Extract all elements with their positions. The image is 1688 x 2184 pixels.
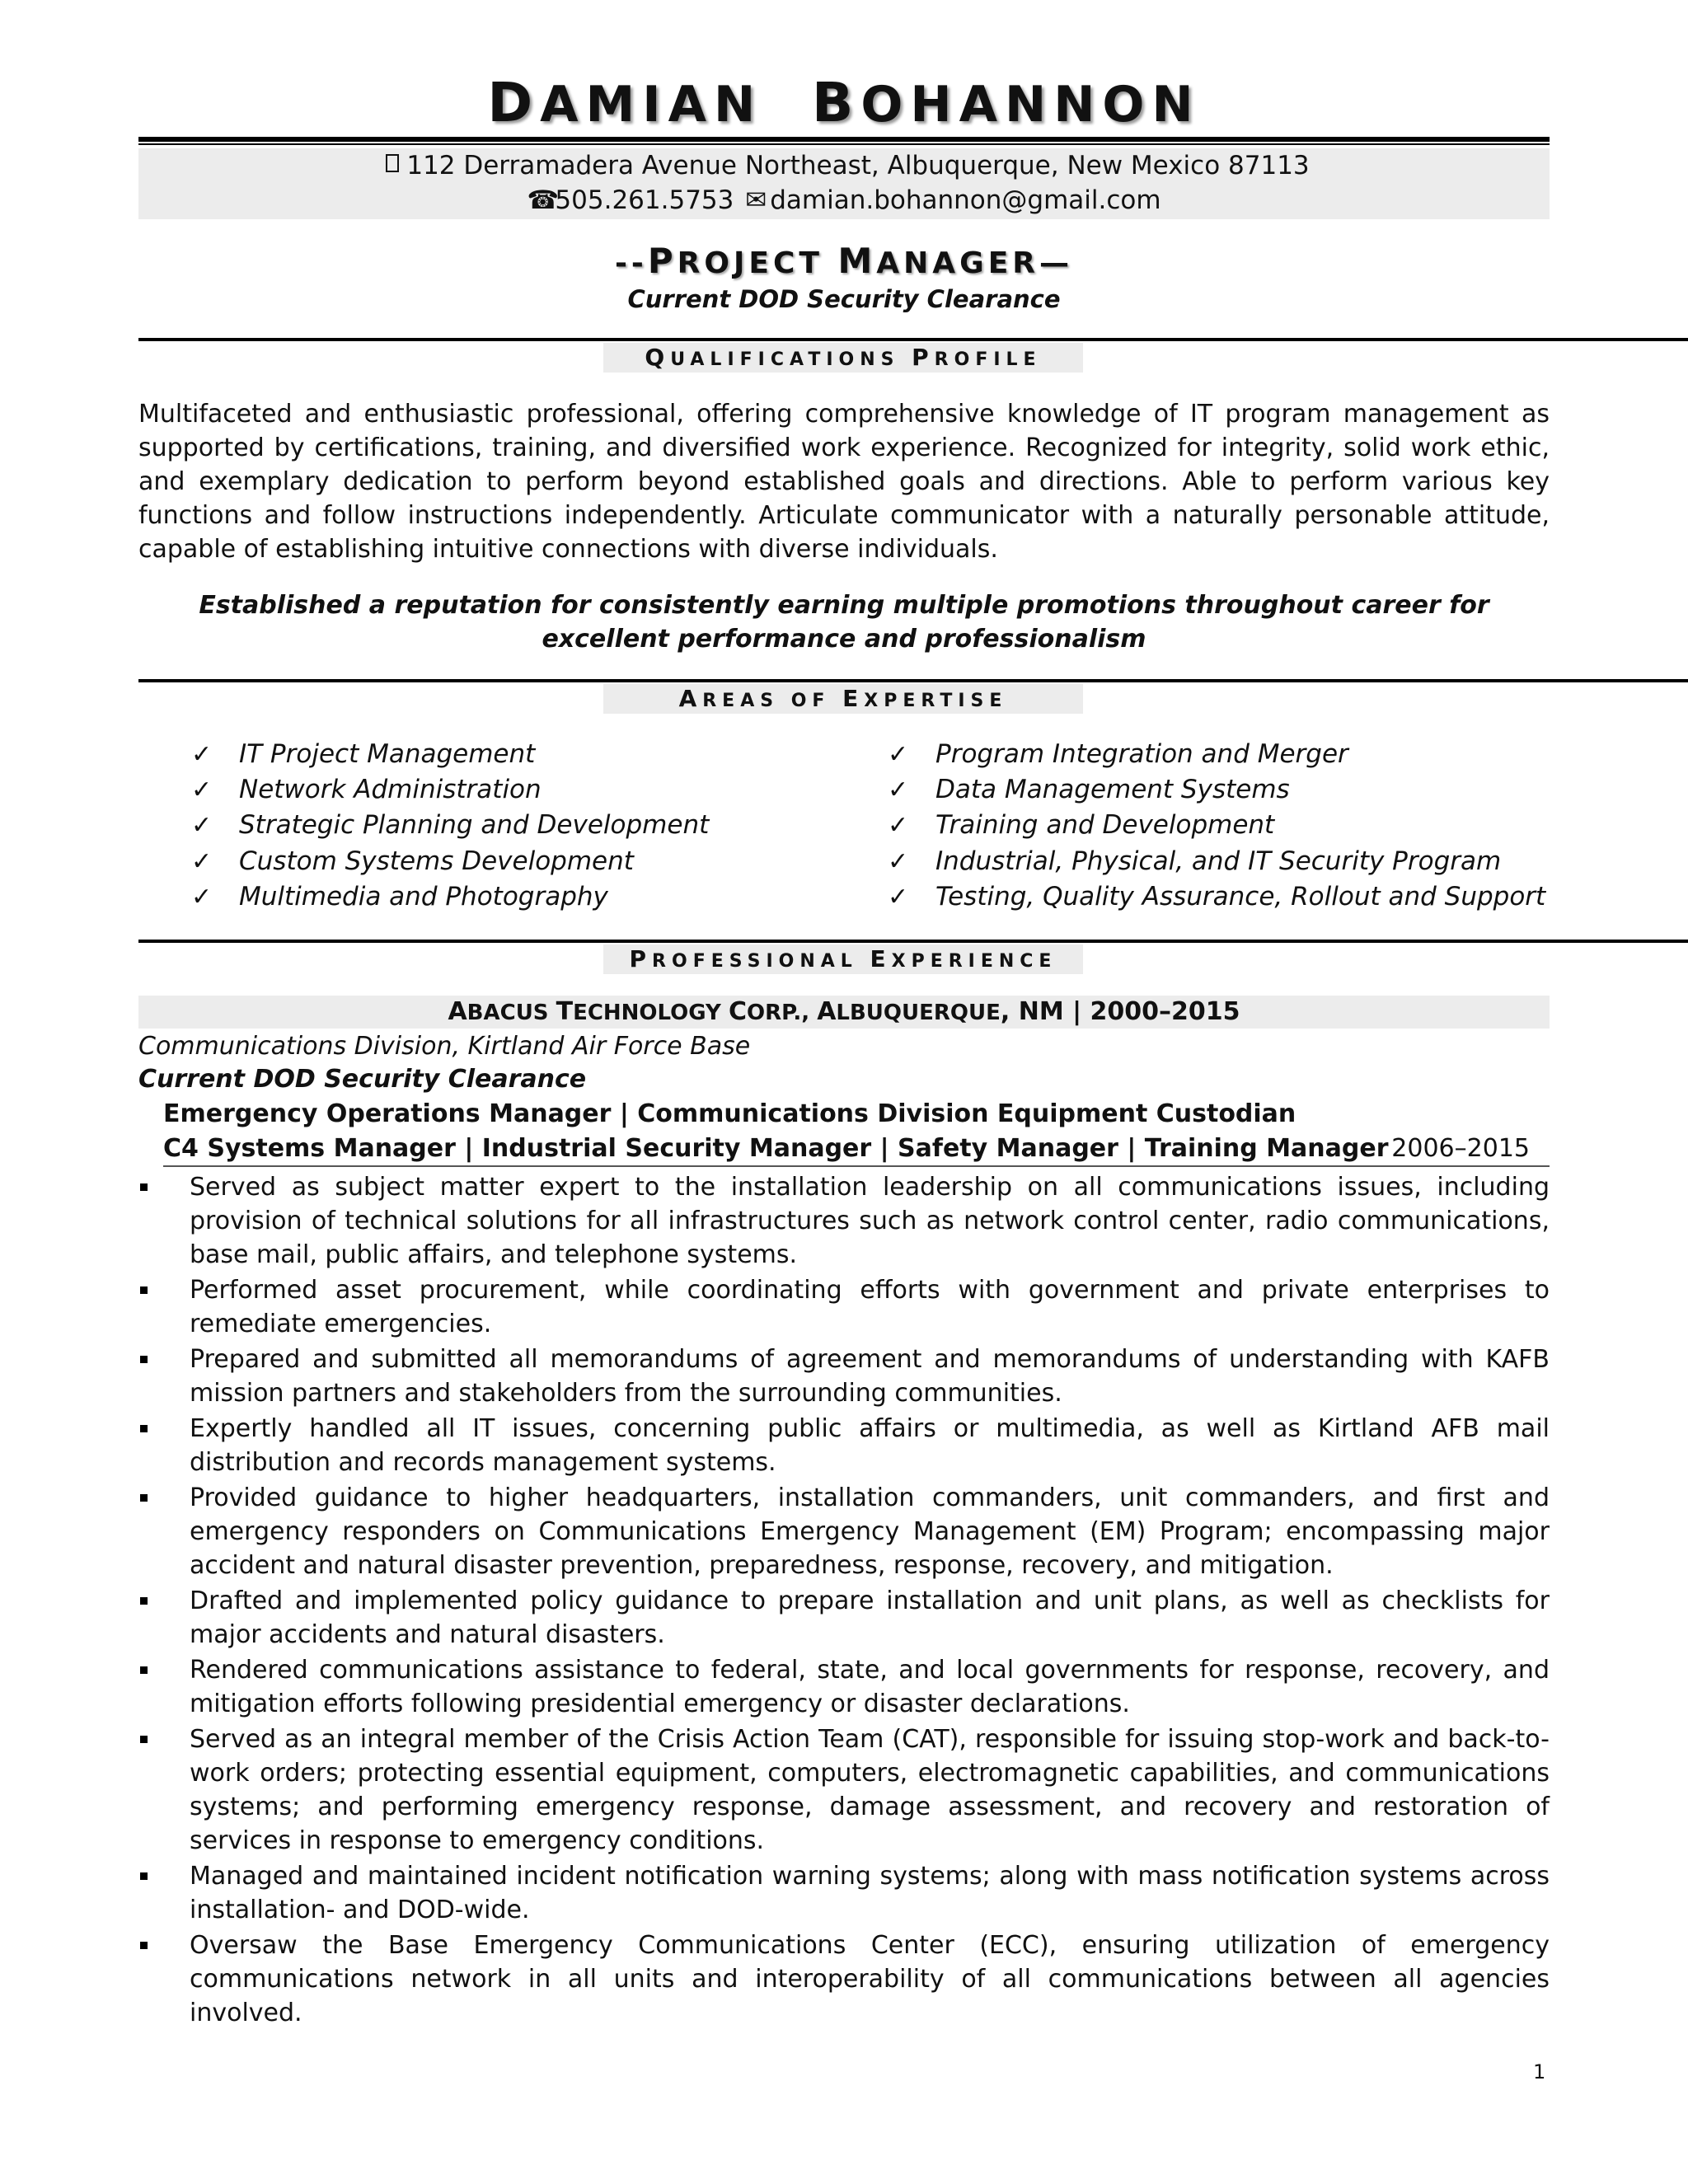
- role-dates: 2006–2015: [1391, 1134, 1530, 1163]
- responsibility-list: [138, 1170, 1550, 2032]
- list-item-text: Served as an integral member of the Crisis Action Team (CAT), responsible for issuing stop-work and back-to- work orders; protecting essential equipment, computers, electromagnetic capabilities, and communications systems; and performing emergency response, damage assessment, and recovery and restoration of services in response to emergency conditions.: [190, 1725, 1550, 1855]
- checkmark-icon: ✓: [191, 811, 213, 841]
- list-item-text: Expertly handled all IT issues, concerning public affairs or multimedia, as well as Kirtland AFB mail distribution and records management systems.: [190, 1414, 1550, 1477]
- expertise-text: Custom Systems Development: [239, 846, 634, 876]
- headline-word: ANAGER: [876, 246, 1040, 280]
- page-number: 1: [1533, 2060, 1546, 2083]
- list-item: [138, 1722, 1550, 1858]
- email-link[interactable]: damian.bohannon@gmail.com: [770, 185, 1161, 215]
- checkmark-icon: ✓: [888, 882, 909, 912]
- expertise-text: Testing, Quality Assurance, Rollout and Support: [935, 881, 1546, 912]
- role-title-line-1: Emergency Operations Manager | Communications Division Equipment Custodian: [163, 1099, 1296, 1128]
- role-title-line-2: C4 Systems Manager | Industrial Security Manager | Safety Manager | Training Manager: [163, 1134, 1389, 1163]
- list-item: [138, 1584, 1550, 1652]
- section-divider: [138, 940, 1688, 943]
- headline-suffix: —: [1039, 246, 1074, 280]
- list-item: [138, 1273, 1550, 1341]
- section-divider: [138, 338, 1688, 341]
- list-item: [138, 1412, 1550, 1479]
- title-initial: P: [629, 945, 653, 972]
- header-divider-thin: [138, 143, 1550, 145]
- expertise-item: [888, 879, 1545, 915]
- expertise-list-left: [191, 737, 709, 915]
- qualifications-highlight: Established a reputation for consistently earning multiple promotions throughout career for excellent performance and professionalism: [199, 591, 1489, 654]
- checkmark-icon: ✓: [888, 740, 909, 769]
- name-initial: B: [812, 71, 861, 134]
- bullet-square-icon: [140, 1286, 148, 1294]
- address-text: 112 Derramadera Avenue Northeast, Albuquerque, New Mexico 87113: [406, 151, 1310, 180]
- list-item-text: Performed asset procurement, while coordinating efforts with government and private enterprises to remediate emergencies.: [190, 1276, 1550, 1338]
- home-icon: [378, 148, 406, 183]
- title-initial: E: [870, 945, 892, 972]
- company-heading: [138, 996, 1550, 1029]
- title-initial: A: [678, 685, 703, 712]
- title-initial: Q: [645, 344, 671, 371]
- bullet-square-icon: [140, 1942, 148, 1949]
- headline-initial: P: [647, 241, 678, 281]
- section-title-qualifications: [603, 343, 1083, 373]
- expertise-item: [191, 879, 709, 915]
- expertise-list-right: [888, 737, 1545, 915]
- qualifications-summary: Multifaceted and enthusiastic professional, offering comprehensive knowledge of IT program management as supported by certifications, training, and diversified work experience. Recognized for integrity, solid work ethic, and exemplary dedication to perform beyond established goals and directions. Able to perform various key functions and follow instructions independently. Articulate communicator with a naturally personable attitude, capable of establishing intuitive connections with diverse individuals.: [138, 400, 1550, 564]
- company-word: ECHNOLOGY: [573, 1001, 721, 1025]
- expertise-text: Program Integration and Merger: [935, 739, 1348, 769]
- company-word: BACUS: [467, 1001, 549, 1025]
- list-item: [138, 1859, 1550, 1927]
- expertise-text: IT Project Management: [239, 739, 536, 769]
- phone-icon: ☎: [527, 185, 560, 215]
- list-item: [138, 1653, 1550, 1721]
- headline-subtitle: Current DOD Security Clearance: [627, 285, 1061, 313]
- name-first-rest: AMIAN: [540, 76, 763, 134]
- list-item-text: Rendered communications assistance to federal, state, and local governments for response, recovery, and mitigation efforts following presidential emergency or disaster declarations.: [190, 1656, 1550, 1718]
- list-item-text: Provided guidance to higher headquarters, installation commanders, unit commanders, and first and emergency responders on Communications Emergency Management (EM) Program; encompassing major accident and natural disaster prevention, preparedness, response, recovery, and mitigation.: [190, 1483, 1550, 1580]
- list-item: [138, 1481, 1550, 1582]
- bullet-square-icon: [140, 1494, 148, 1502]
- title-word: REAS OF: [702, 691, 831, 711]
- bullet-square-icon: [140, 1736, 148, 1743]
- section-title-experience: [603, 944, 1083, 974]
- checkmark-icon: ✓: [191, 776, 213, 805]
- headline-word: ROJECT: [677, 246, 823, 280]
- job-headline: [138, 241, 1550, 281]
- list-item-text: Managed and maintained incident notification warning systems; along with mass notification systems across installation- and DOD-wide.: [190, 1862, 1550, 1924]
- title-initial: E: [842, 685, 865, 712]
- name-last-rest: OHANNON: [860, 76, 1201, 134]
- address-line: [138, 148, 1550, 183]
- clearance-text: Current DOD Security Clearance: [138, 1065, 587, 1094]
- expertise-text: Strategic Planning and Development: [239, 810, 710, 841]
- expertise-item: [191, 772, 709, 808]
- list-item: [138, 1170, 1550, 1272]
- header-divider: [138, 137, 1550, 142]
- bullet-square-icon: [140, 1666, 148, 1674]
- title-word: XPERIENCE: [891, 951, 1057, 972]
- company-initial: A: [448, 997, 467, 1026]
- list-item-text: Prepared and submitted all memorandums of agreement and memorandums of understanding with KAFB mission partners and stakeholders from the surrounding communities.: [190, 1345, 1550, 1408]
- bullet-square-icon: [140, 1183, 148, 1191]
- expertise-text: Training and Development: [935, 810, 1275, 841]
- role-divider: [163, 1165, 1550, 1167]
- checkmark-icon: ✓: [191, 740, 213, 769]
- list-item-text: Served as subject matter expert to the installation leadership on all communications issues, including provision of technical solutions for all infrastructures such as network control center, radio communications, base mail, public affairs, and telephone systems.: [190, 1173, 1550, 1269]
- bullet-square-icon: [140, 1425, 148, 1432]
- expertise-item: [191, 808, 709, 843]
- company-location-dates: , NM | 2000–2015: [1000, 997, 1240, 1026]
- division-text: Communications Division, Kirtland Air Force Base: [138, 1032, 751, 1061]
- expertise-text: Industrial, Physical, and IT Security Program: [935, 846, 1502, 876]
- bullet-square-icon: [140, 1597, 148, 1605]
- expertise-item: [191, 737, 709, 772]
- expertise-item: [888, 772, 1545, 808]
- expertise-text: Multimedia and Photography: [239, 881, 608, 912]
- list-item: [138, 1929, 1550, 2030]
- expertise-text: Network Administration: [239, 775, 542, 805]
- title-word: XPERTISE: [864, 691, 1008, 711]
- company-word: ORP.,: [746, 1001, 810, 1025]
- checkmark-icon: ✓: [888, 776, 909, 805]
- company-initial: C: [728, 997, 747, 1026]
- candidate-name: [138, 71, 1550, 134]
- list-item-text: Drafted and implemented policy guidance to prepare installation and unit plans, as well as checklists for major accidents and natural disasters.: [190, 1586, 1550, 1649]
- title-word: ROFILE: [934, 349, 1042, 370]
- envelope-icon: ✉: [745, 185, 767, 215]
- company-initial: T: [556, 997, 574, 1026]
- name-initial: D: [487, 71, 541, 134]
- bullet-square-icon: [140, 1356, 148, 1363]
- contact-block: [138, 148, 1550, 219]
- headline-initial: M: [837, 241, 877, 281]
- phone-text[interactable]: 505.261.5753: [555, 185, 734, 215]
- expertise-text: Data Management Systems: [935, 775, 1290, 805]
- title-word: ROFESSIONAL: [652, 951, 858, 972]
- title-word: UALIFICATIONS: [670, 349, 900, 370]
- expertise-item: [888, 808, 1545, 843]
- list-item: [138, 1343, 1550, 1410]
- checkmark-icon: ✓: [888, 846, 909, 876]
- bullet-square-icon: [140, 1872, 148, 1880]
- phone-email-line: [138, 183, 1550, 218]
- company-initial: A: [817, 997, 837, 1026]
- checkmark-icon: ✓: [888, 811, 909, 841]
- headline-prefix: --: [614, 246, 648, 280]
- title-initial: P: [912, 344, 935, 371]
- list-item-text: Oversaw the Base Emergency Communications Center (ECC), ensuring utilization of emergency communications network in all units and interoperability of all communications between all agencies involved.: [190, 1931, 1550, 2027]
- expertise-item: [191, 844, 709, 879]
- checkmark-icon: ✓: [191, 846, 213, 876]
- section-divider: [138, 679, 1688, 682]
- expertise-item: [888, 844, 1545, 879]
- company-word: LBUQUERQUE: [836, 1001, 1001, 1025]
- expertise-item: [888, 737, 1545, 772]
- section-title-expertise: [603, 684, 1083, 714]
- checkmark-icon: ✓: [191, 882, 213, 912]
